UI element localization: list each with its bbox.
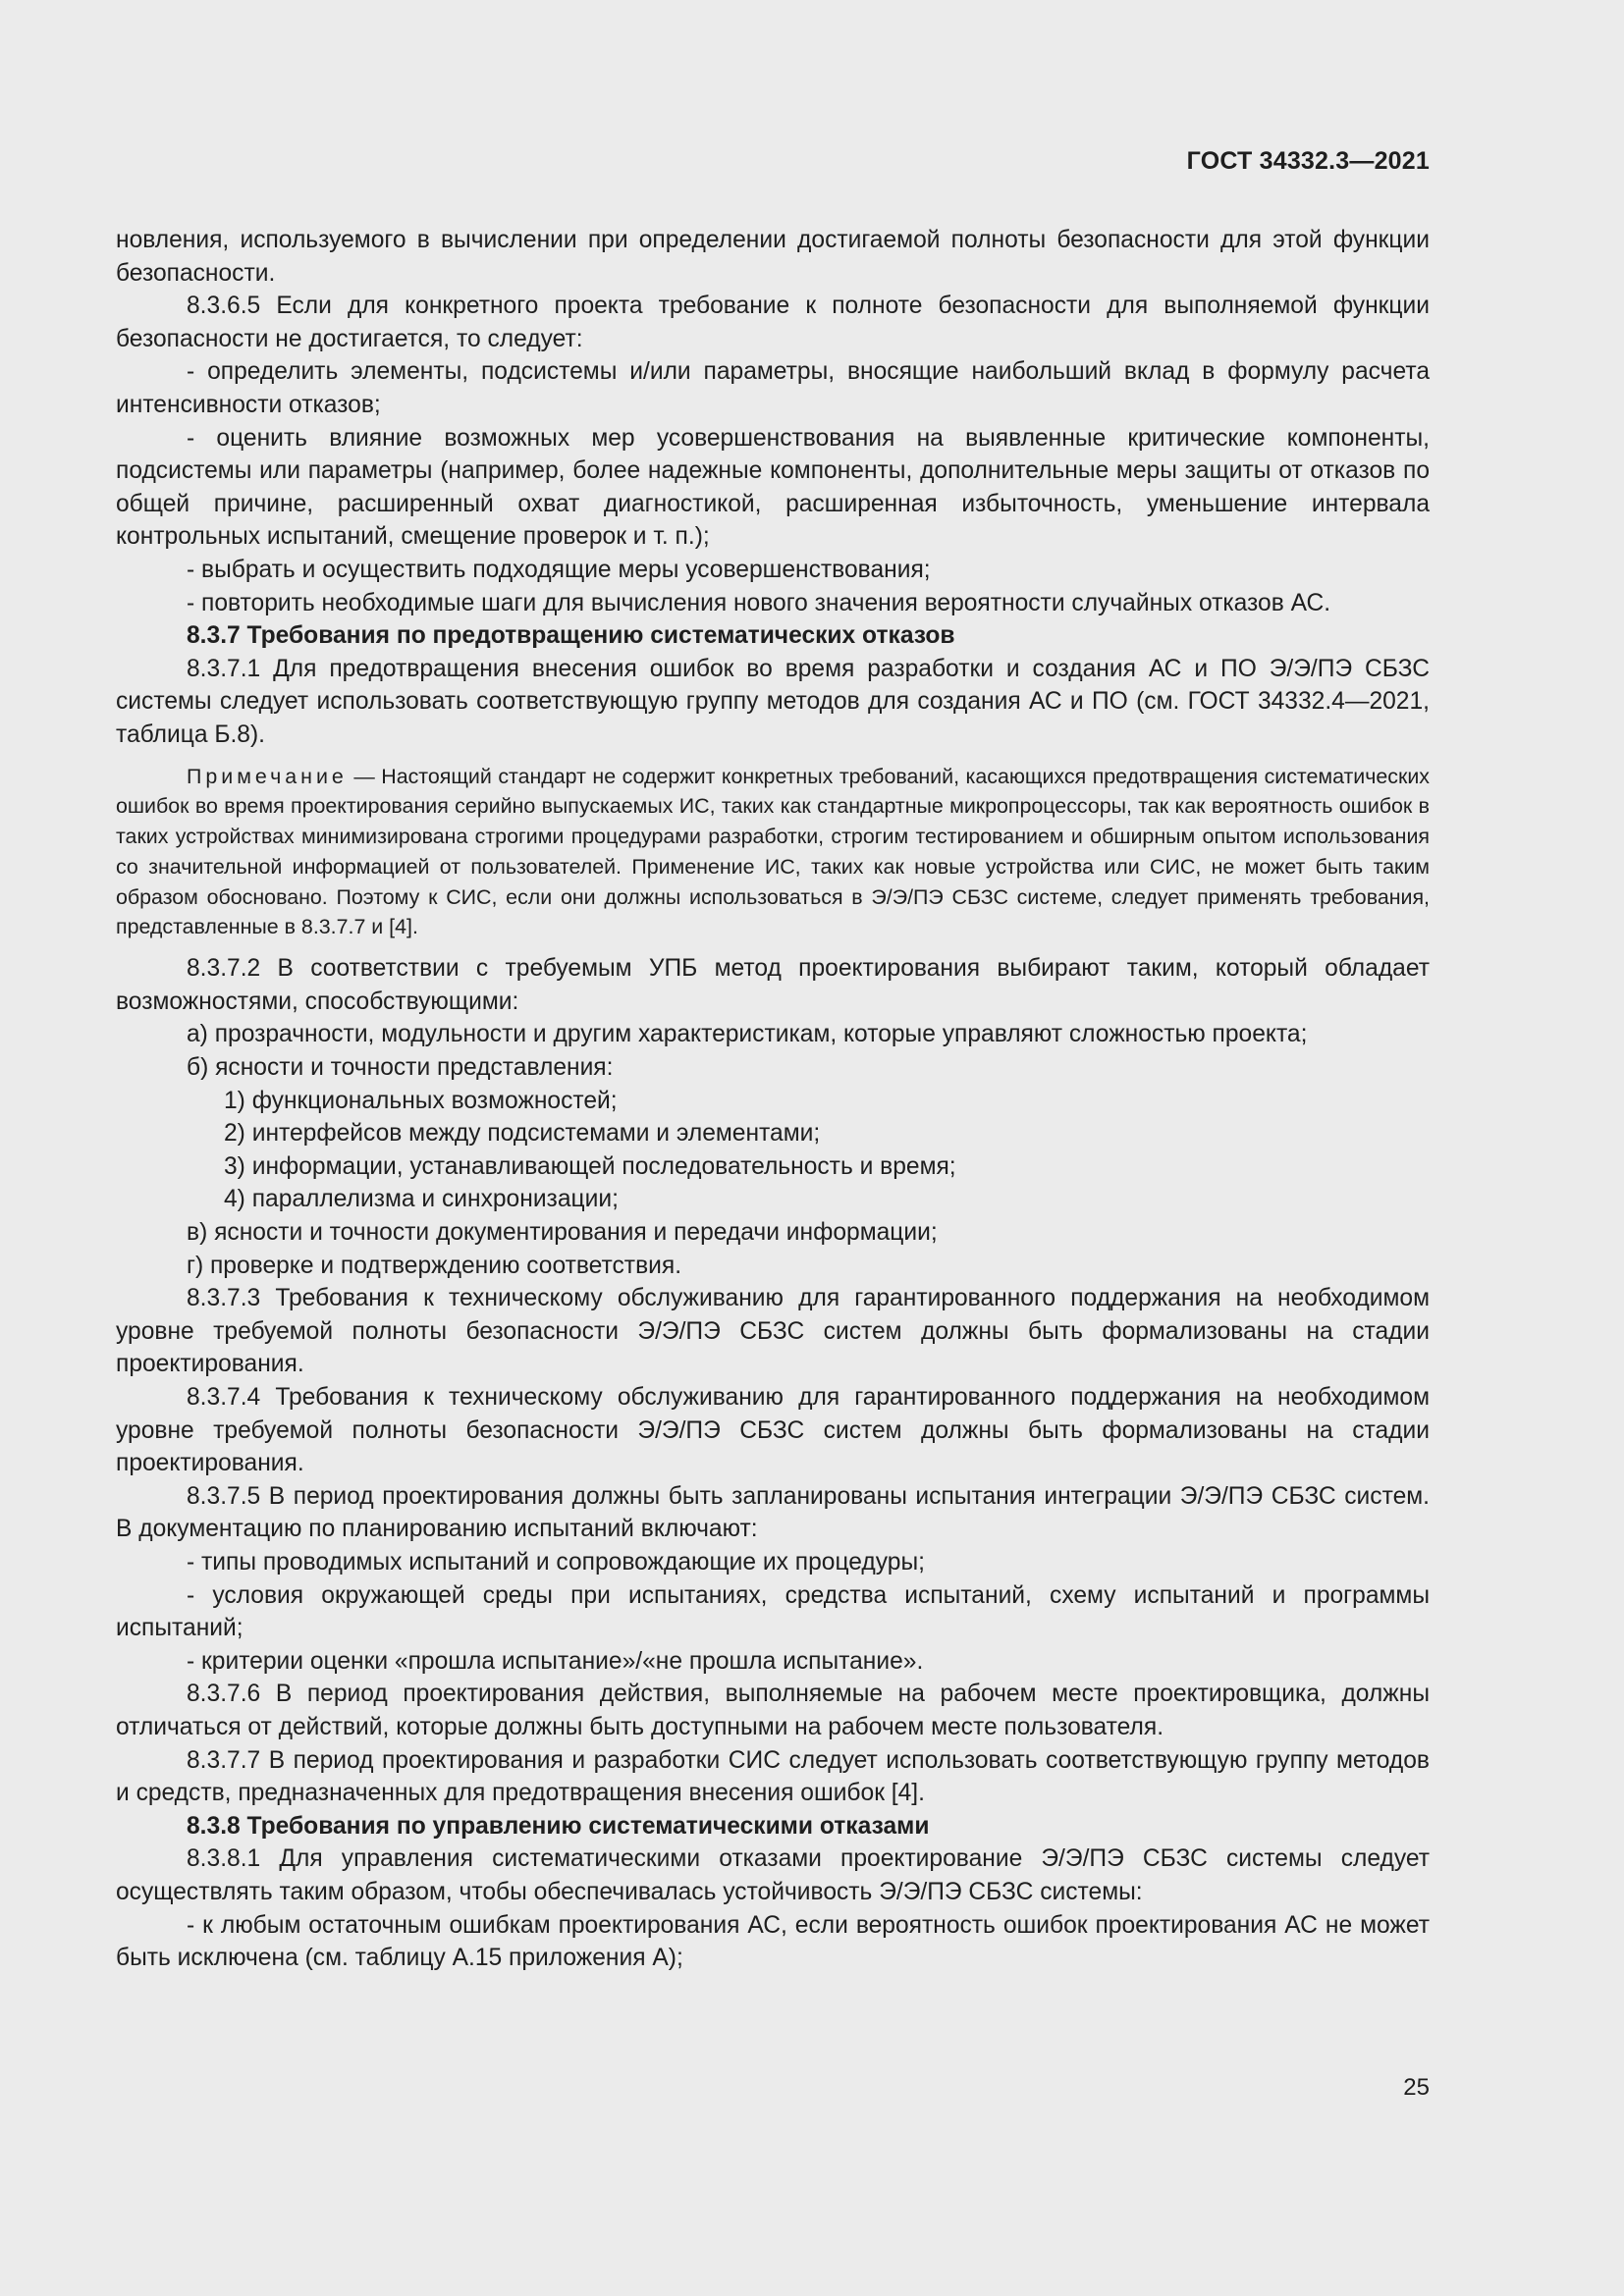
document-body (116, 224, 1430, 1975)
list-item: - определить элементы, подсистемы и/или параметры, вносящие наибольший вклад в формулу расчета интенсивности отказов; (116, 358, 1430, 418)
section-heading: 8.3.7 Требования по предотвращению систематических отказов (187, 622, 955, 650)
paragraph: 8.3.7.3 Требования к техническому обслуживанию для гарантированного поддержания на необходимом уровне требуемой полноты безопасности Э/Э/ПЭ СБЗС систем должны быть формализованы на стадии проектирования. (116, 1285, 1430, 1378)
paragraph: 8.3.7.4 Требования к техническому обслуживанию для гарантированного поддержания на необходимом уровне требуемой полноты безопасности Э/Э/ПЭ СБЗС систем должны быть формализованы на стадии проектирования. (116, 1384, 1430, 1477)
page-number: 25 (1403, 2074, 1430, 2101)
note (116, 762, 1430, 943)
paragraph: 8.3.7.5 В период проектирования должны быть запланированы испытания интеграции Э/Э/ПЭ СБЗС систем. В документацию по планированию испытаний включают: (116, 1482, 1430, 1543)
list-item: - критерии оценки «прошла испытание»/«не прошла испытание». (187, 1647, 924, 1675)
sub-list-item: 2) интерфейсов между подсистемами и элементами; (224, 1120, 821, 1148)
paragraph: 8.3.7.2 В соответствии с требуемым УПБ метод проектирования выбирают таким, который обладает возможностями, способствующими: (116, 955, 1430, 1015)
paragraph: 8.3.7.7 В период проектирования и разработки СИС следует использовать соответствующую группу методов и средств, предназначенных для предотвращения внесения ошибок [4]. (116, 1746, 1430, 1807)
section-heading: 8.3.8 Требования по управлению систематическими отказами (187, 1812, 930, 1840)
paragraph: 8.3.7.1 Для предотвращения внесения ошибок во время разработки и создания АС и ПО Э/Э/ПЭ СБЗС системы следует использовать соответствующую группу методов для создания АС и ПО (см. ГОСТ 34332.4—2021, таблица Б.8). (116, 655, 1430, 748)
list-item: - повторить необходимые шаги для вычисления нового значения вероятности случайных отказов АС. (187, 589, 1331, 616)
note-label: Примечание (187, 764, 348, 788)
paragraph: 8.3.6.5 Если для конкретного проекта требование к полноте безопасности для выполняемой функции безопасности не достигается, то следует: (116, 293, 1430, 352)
list-item: б) ясности и точности представления: (187, 1054, 614, 1082)
list-item: - к любым остаточным ошибкам проектирования АС, если вероятность ошибок проектирования АС не может быть исключена (см. таблицу А.15 приложения А); (116, 1911, 1430, 1972)
document-header: ГОСТ 34332.3—2021 (1186, 147, 1430, 175)
sub-list-item: 1) функциональных возможностей; (224, 1087, 618, 1114)
list-item: - условия окружающей среды при испытаниях, средства испытаний, схему испытаний и программы испытаний; (116, 1581, 1430, 1642)
list-item: - оценить влияние возможных мер усовершенствования на выявленные критические компоненты, подсистемы или параметры (например, более надежные компоненты, дополнительные меры защиты от отказов по общей причине, расширенный охват диагностикой, расширенная избыточность, уменьшение интервала контрольных испытаний, смещение проверок и т. п.); (116, 424, 1430, 551)
paragraph: новления, используемого в вычислении при определении достигаемой полноты безопасности для этой функции безопасности. (116, 227, 1430, 287)
sub-list-item: 4) параллелизма и синхронизации; (224, 1186, 619, 1213)
list-item: - выбрать и осуществить подходящие меры усовершенствования; (187, 556, 931, 583)
list-item: в) ясности и точности документирования и передачи информации; (187, 1219, 938, 1247)
paragraph: 8.3.8.1 Для управления систематическими отказами проектирование Э/Э/ПЭ СБЗС системы следует осуществлять таким образом, чтобы обеспечивалась устойчивость Э/Э/ПЭ СБЗС системы: (116, 1845, 1430, 1905)
note-text: — Настоящий стандарт не содержит конкретных требований, касающихся предотвращения систематических ошибок во время проектирования серийно выпускаемых ИС, таких как стандартные микропроцессоры, так как вероятность ошибок в таких устройствах минимизирована строгими процедурами разработки, строгим тестированием и обширным опытом использования со значительной информацией от пользователей. Применение ИС, таких как новые устройства или СИС, не может быть таким образом обосновано. Поэтому к СИС, если они должны использоваться в Э/Э/ПЭ СБЗС системе, следует применять требования, представленные в 8.3.7.7 и [4]. (116, 764, 1430, 939)
paragraph: 8.3.7.6 В период проектирования действия, выполняемые на рабочем месте проектировщика, должны отличаться от действий, которые должны быть доступными на рабочем месте пользователя. (116, 1681, 1430, 1740)
list-item: а) прозрачности, модульности и другим характеристикам, которые управляют сложностью проекта; (187, 1021, 1308, 1048)
sub-list-item: 3) информации, устанавливающей последовательность и время; (224, 1152, 956, 1180)
list-item: г) проверке и подтверждению соответствия. (187, 1252, 682, 1279)
list-item: - типы проводимых испытаний и сопровождающие их процедуры; (187, 1548, 925, 1575)
